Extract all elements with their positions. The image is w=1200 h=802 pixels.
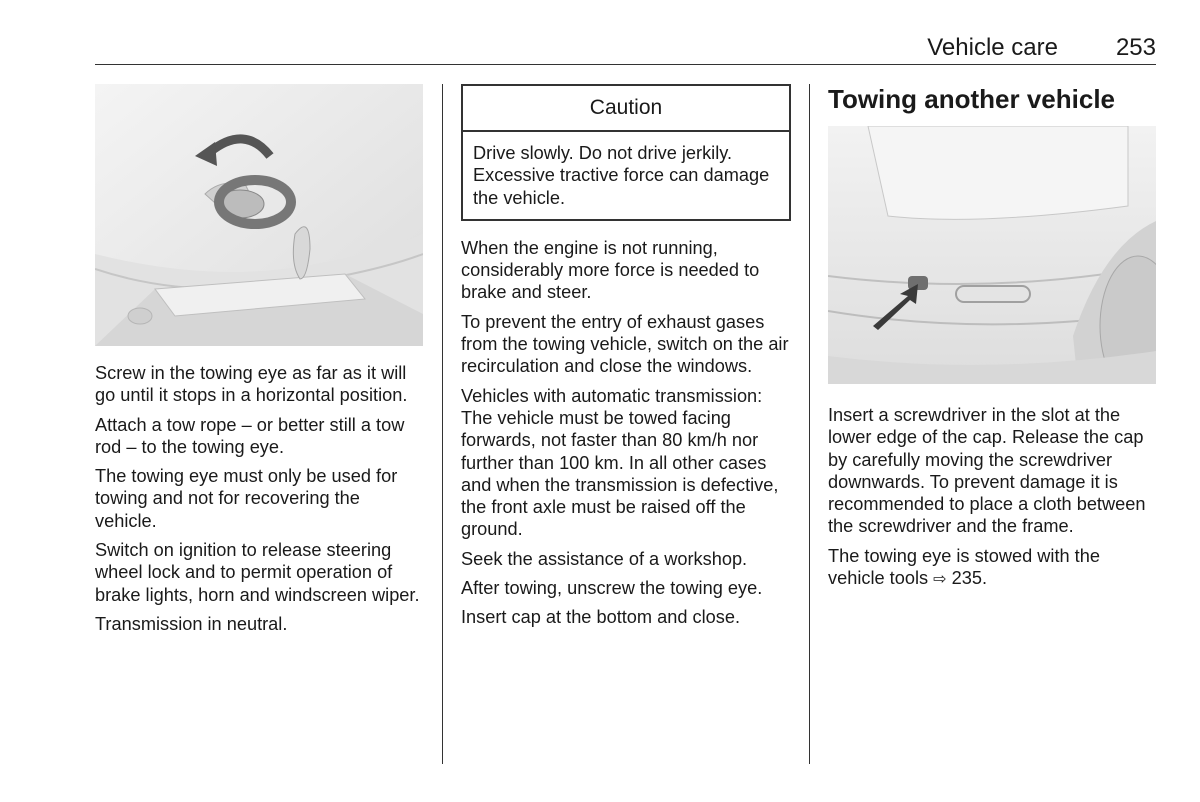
- paragraph: Seek the assistance of a workshop.: [461, 548, 748, 569]
- paragraph: Insert cap at the bottom and close.: [461, 607, 741, 628]
- paragraph: After towing, unscrew the towing eye.: [461, 578, 763, 599]
- caution-box: [461, 84, 791, 221]
- reference-text: The towing eye is stowed with the vehicle tools: [828, 545, 1100, 589]
- paragraph: Insert a screwdriver in the slot at the lower edge of the cap. Release the cap by carefully moving the screwdriver downwards. To prevent damage it is recommended to place a cloth between the screwdriver and the frame.: [828, 405, 1146, 537]
- towing-eye-rear-illustration: [828, 126, 1156, 384]
- caution-title: Caution: [463, 86, 789, 132]
- column-divider: [809, 84, 810, 764]
- section-title: Vehicle care: [927, 34, 1058, 61]
- page-reference-arrow-icon: ⇨: [933, 571, 947, 589]
- paragraph: Switch on ignition to release steering wheel lock and to permit operation of brake lights, horn and windscreen wiper.: [95, 540, 420, 605]
- column-divider: [442, 84, 443, 764]
- section-heading: Towing another vehicle: [828, 84, 1116, 114]
- column-2: [461, 84, 791, 636]
- paragraph: The towing eye must only be used for towing and not for recovering the vehicle.: [95, 466, 398, 531]
- paragraph: Attach a tow rope – or better still a tow rod – to the towing eye.: [95, 414, 405, 457]
- towing-eye-front-illustration: [95, 84, 423, 346]
- column-1: [95, 84, 425, 642]
- paragraph: To prevent the entry of exhaust gases from the towing vehicle, switch on the air recirculation and close the windows.: [461, 311, 789, 377]
- paragraph: Vehicles with automatic transmission: The vehicle must be towed facing forwards, not faster than 80 km/h nor further than 100 km. In all other cases and when the transmission is defective, the front axle must be raised off the ground.: [461, 385, 779, 540]
- page-reference-number[interactable]: 235.: [951, 568, 988, 589]
- page-number: 253: [1115, 34, 1156, 61]
- paragraph: Transmission in neutral.: [95, 613, 288, 634]
- paragraph-with-reference: [828, 545, 1158, 592]
- paragraph: When the engine is not running, considerably more force is needed to brake and steer.: [461, 237, 760, 303]
- page-header: [95, 30, 1156, 65]
- caution-text: Drive slowly. Do not drive jerkily. Excessive tractive force can damage the vehicle.: [473, 143, 770, 208]
- paragraph: Screw in the towing eye as far as it will go until it stops in a horizontal position.: [95, 363, 408, 406]
- column-3: [828, 84, 1158, 598]
